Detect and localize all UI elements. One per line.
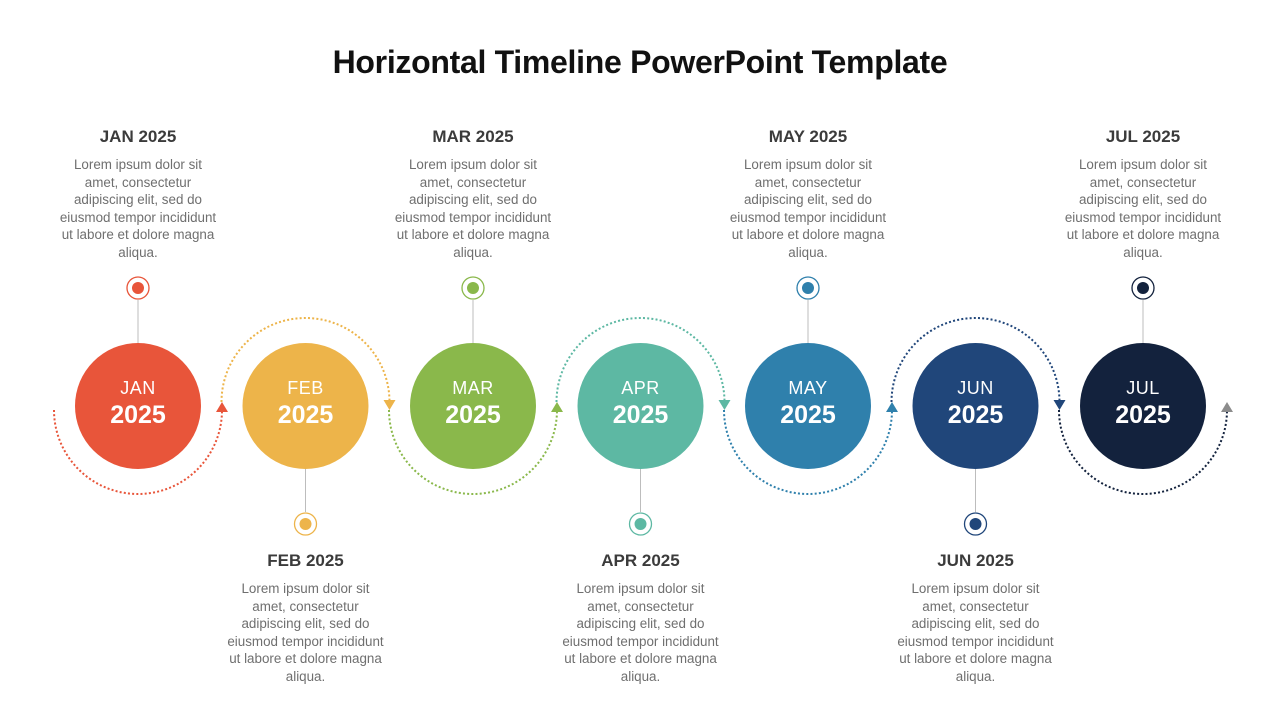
milestone-year: 2025: [612, 401, 669, 429]
milestone-year: 2025: [947, 401, 1004, 429]
milestone-month: APR: [621, 378, 660, 398]
milestone-month: JUL: [1126, 378, 1160, 398]
marker-dot-icon: [467, 282, 479, 294]
arrow-down-icon: [384, 400, 396, 410]
milestone-month: FEB: [287, 378, 324, 398]
milestone-label: FEB 2025: [267, 551, 344, 570]
marker-dot-icon: [802, 282, 814, 294]
milestone-month: JAN: [120, 378, 156, 398]
milestone-description: Lorem ipsum dolor sit amet, consectetur adipiscing elit, sed do eiusmod tempor incididunt ut labore et dolore magna aliqua.: [1064, 157, 1222, 260]
arrow-up-icon: [216, 402, 228, 412]
milestone-month: MAR: [452, 378, 494, 398]
milestone-circle-text: [745, 378, 871, 430]
milestone-description: Lorem ipsum dolor sit amet, consectetur adipiscing elit, sed do eiusmod tempor incididunt ut labore et dolore magna aliqua.: [729, 157, 887, 260]
milestone-description: Lorem ipsum dolor sit amet, consectetur adipiscing elit, sed do eiusmod tempor incididunt ut labore et dolore magna aliqua.: [562, 581, 719, 684]
milestone-year: 2025: [277, 401, 334, 429]
milestone-label: MAY 2025: [768, 127, 848, 146]
milestone-description: Lorem ipsum dolor sit amet, consectetur adipiscing elit, sed do eiusmod tempor incididunt ut labore et dolore magna aliqua.: [394, 157, 552, 260]
milestone-description: Lorem ipsum dolor sit amet, consectetur adipiscing elit, sed do eiusmod tempor incididunt ut labore et dolore magna aliqua.: [59, 157, 217, 260]
marker-dot-icon: [132, 282, 144, 294]
milestone-label: JUN 2025: [937, 551, 1014, 570]
milestone-year: 2025: [110, 401, 166, 429]
milestone-circle-text: [410, 378, 536, 430]
page-title: Horizontal Timeline PowerPoint Template: [332, 44, 948, 80]
milestone-description: Lorem ipsum dolor sit amet, consectetur adipiscing elit, sed do eiusmod tempor incididunt ut labore et dolore magna aliqua.: [897, 581, 1054, 684]
milestone-circle-text: [578, 378, 704, 430]
arrow-down-icon: [719, 400, 731, 410]
milestone-circle-text: [75, 378, 201, 430]
marker-dot-icon: [970, 518, 982, 530]
milestone-month: MAY: [788, 378, 828, 398]
arrow-up-icon: [551, 402, 563, 412]
milestone-label: JAN 2025: [99, 127, 177, 146]
end-arrow-icon: [1221, 402, 1233, 412]
milestone-label: MAR 2025: [432, 127, 514, 146]
arrow-down-icon: [1054, 400, 1066, 410]
milestone-year: 2025: [780, 401, 836, 429]
milestone-month: JUN: [957, 378, 994, 398]
milestone-circle-text: [1080, 378, 1206, 430]
milestone-circle-text: [913, 378, 1039, 430]
milestone-label: JUL 2025: [1105, 127, 1181, 146]
milestone-year: 2025: [445, 401, 501, 429]
milestone-description: Lorem ipsum dolor sit amet, consectetur adipiscing elit, sed do eiusmod tempor incididunt ut labore et dolore magna aliqua.: [227, 581, 384, 684]
milestone-year: 2025: [1115, 401, 1171, 429]
marker-dot-icon: [635, 518, 647, 530]
marker-dot-icon: [1137, 282, 1149, 294]
arrow-up-icon: [886, 402, 898, 412]
milestone-label: APR 2025: [601, 551, 680, 570]
milestone-circle-text: [243, 378, 369, 430]
marker-dot-icon: [300, 518, 312, 530]
